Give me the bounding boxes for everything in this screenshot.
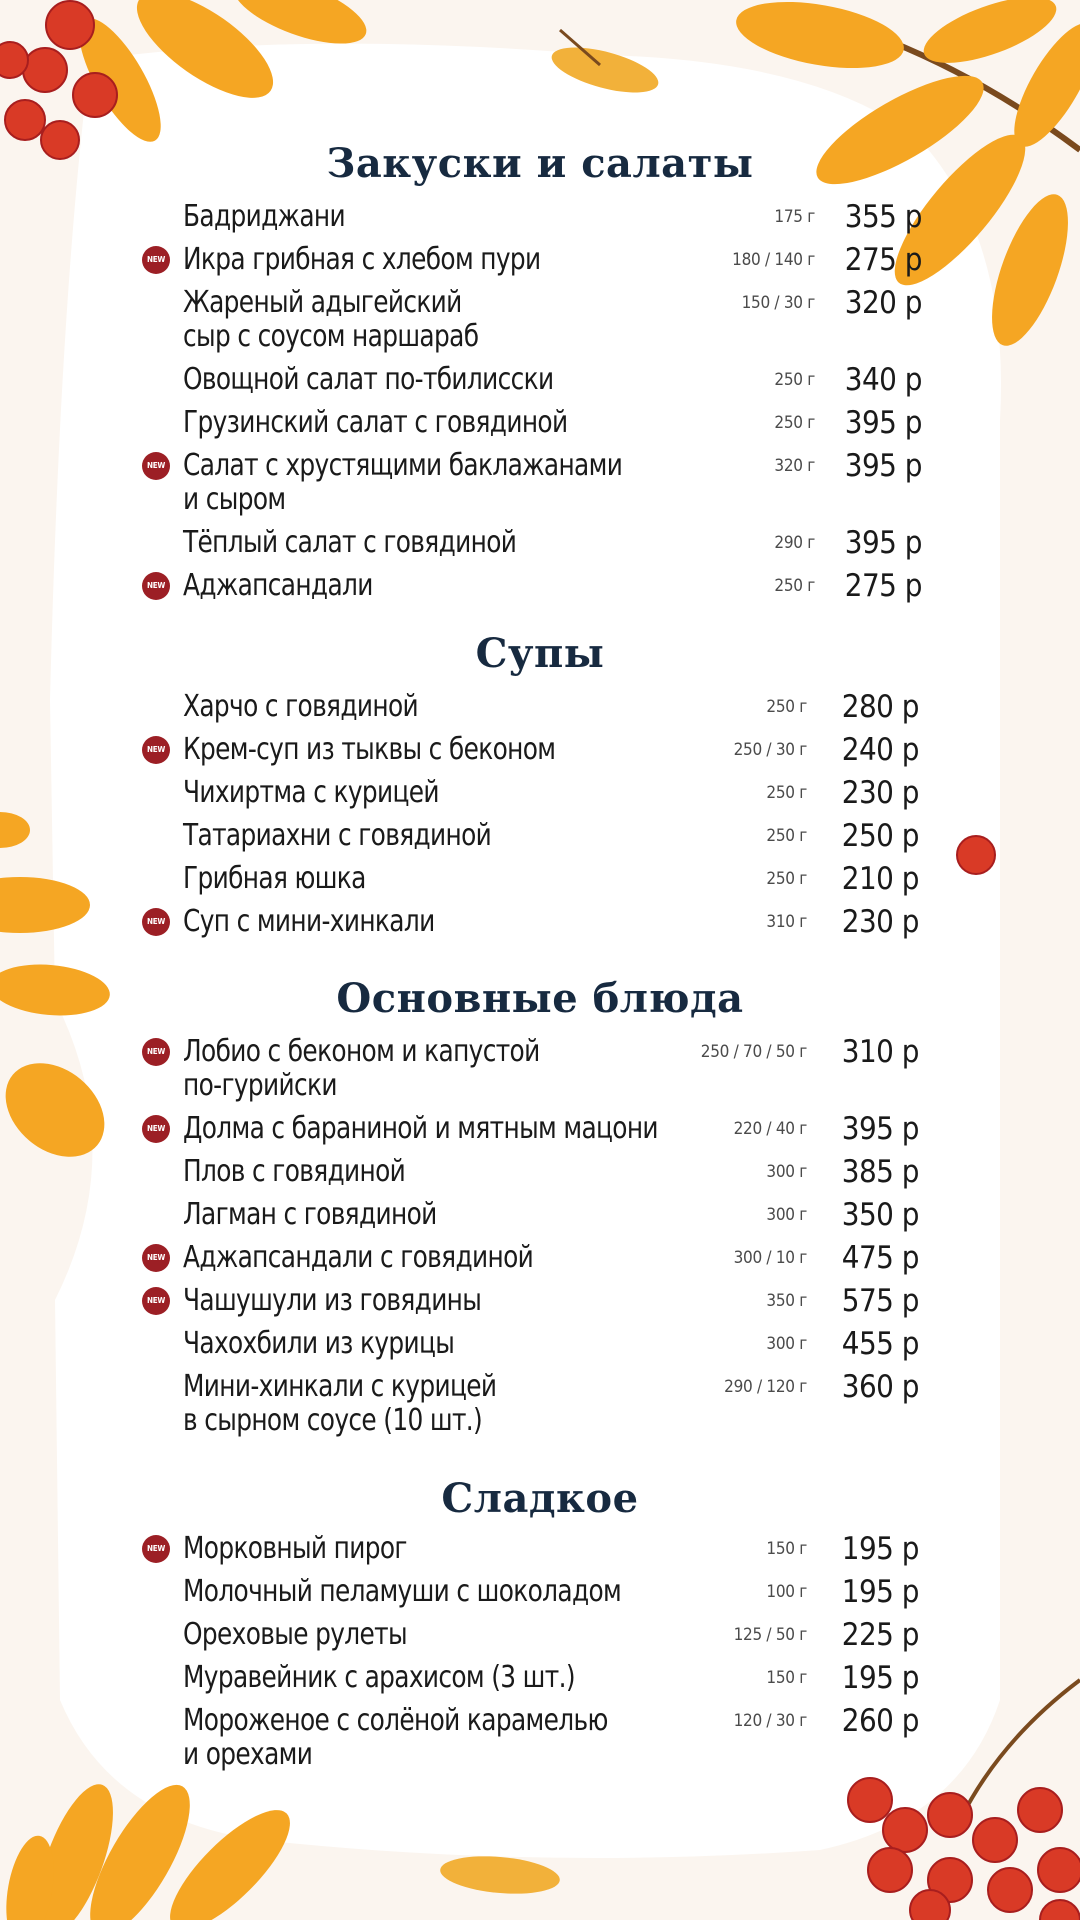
menu-item	[0, 1704, 1080, 1784]
item-weight: 250 / 70 / 50 г	[700, 1042, 807, 1062]
item-price: 355 р	[844, 199, 922, 235]
section-title: Основные блюда	[336, 975, 744, 1022]
item-price: 195 р	[841, 1660, 919, 1696]
item-price: 195 р	[841, 1574, 919, 1610]
item-name: Муравейник с арахисом (3 шт.)	[183, 1660, 575, 1695]
menu-item	[0, 1035, 1080, 1115]
item-price: 240 р	[841, 732, 919, 768]
item-name: Грузинский салат с говядиной	[183, 405, 568, 440]
item-name: Крем-суп из тыквы с беконом	[183, 732, 556, 767]
section-title: Сладкое	[441, 1475, 639, 1522]
item-price: 385 р	[841, 1154, 919, 1190]
item-price: 395 р	[844, 405, 922, 441]
item-weight: 125 / 50 г	[733, 1625, 807, 1645]
item-price: 395 р	[844, 525, 922, 561]
item-name: Чашушули из говядины	[183, 1283, 482, 1318]
section-title: Супы	[475, 630, 605, 677]
item-name: Харчо с говядиной	[183, 689, 418, 724]
item-weight: 175 г	[774, 207, 815, 227]
item-weight: 150 г	[766, 1668, 807, 1688]
item-price: 230 р	[841, 775, 919, 811]
item-price: 320 р	[844, 285, 922, 321]
item-weight: 290 г	[774, 533, 815, 553]
item-weight: 300 г	[766, 1162, 807, 1182]
new-badge: NEW	[142, 452, 170, 480]
new-badge: NEW	[142, 1244, 170, 1272]
item-name: Морковный пирог	[183, 1531, 407, 1566]
item-weight: 150 / 30 г	[741, 293, 815, 313]
item-weight: 220 / 40 г	[733, 1119, 807, 1139]
item-price: 395 р	[844, 448, 922, 484]
new-badge: NEW	[142, 1038, 170, 1066]
item-name: Молочный пеламуши с шоколадом	[183, 1574, 622, 1609]
item-price: 225 р	[841, 1617, 919, 1653]
item-name: Грибная юшка	[183, 861, 366, 896]
new-badge: NEW	[142, 736, 170, 764]
item-weight: 250 г	[774, 413, 815, 433]
item-weight: 250 г	[774, 370, 815, 390]
item-weight: 180 / 140 г	[732, 250, 815, 270]
item-weight: 320 г	[774, 456, 815, 476]
item-weight: 250 г	[766, 697, 807, 717]
item-weight: 290 / 120 г	[724, 1377, 807, 1397]
item-name: Мини-хинкали с курицей в сырном соусе (10 шт.)	[183, 1369, 497, 1438]
item-price: 310 р	[841, 1034, 919, 1070]
section-title: Закуски и салаты	[326, 140, 754, 187]
item-name: Лагман с говядиной	[183, 1197, 437, 1232]
item-price: 260 р	[841, 1703, 919, 1739]
item-name: Жареный адыгейский сыр с соусом наршараб	[183, 285, 479, 354]
item-price: 455 р	[841, 1326, 919, 1362]
item-weight: 120 / 30 г	[733, 1711, 807, 1731]
item-name: Чахохбили из курицы	[183, 1326, 455, 1361]
item-name: Долма с бараниной и мятным мацони	[183, 1111, 658, 1146]
item-price: 395 р	[841, 1111, 919, 1147]
item-weight: 300 г	[766, 1205, 807, 1225]
item-name: Мороженое с солёной карамелью и орехами	[183, 1703, 608, 1772]
item-weight: 300 / 10 г	[733, 1248, 807, 1268]
new-badge: NEW	[142, 246, 170, 274]
item-price: 250 р	[841, 818, 919, 854]
item-weight: 250 г	[774, 576, 815, 596]
item-name: Чихиртма с курицей	[183, 775, 439, 810]
menu-item	[0, 1370, 1080, 1450]
item-price: 475 р	[841, 1240, 919, 1276]
new-badge: NEW	[142, 572, 170, 600]
item-weight: 310 г	[766, 912, 807, 932]
item-weight: 250 г	[766, 869, 807, 889]
item-weight: 250 г	[766, 826, 807, 846]
item-name: Аджапсандали	[183, 568, 373, 603]
item-price: 575 р	[841, 1283, 919, 1319]
item-name: Лобио с беконом и капустой по-гурийски	[183, 1034, 540, 1103]
item-weight: 250 г	[766, 783, 807, 803]
item-weight: 350 г	[766, 1291, 807, 1311]
new-badge: NEW	[142, 1535, 170, 1563]
item-name: Аджапсандали с говядиной	[183, 1240, 534, 1275]
item-weight: 300 г	[766, 1334, 807, 1354]
item-price: 350 р	[841, 1197, 919, 1233]
item-name: Овощной салат по-тбилисски	[183, 362, 554, 397]
item-name: Тёплый салат с говядиной	[183, 525, 517, 560]
item-price: 275 р	[844, 568, 922, 604]
item-price: 195 р	[841, 1531, 919, 1567]
menu-item	[0, 286, 1080, 366]
new-badge: NEW	[142, 908, 170, 936]
item-weight: 250 / 30 г	[733, 740, 807, 760]
menu-item	[0, 449, 1080, 529]
item-weight: 100 г	[766, 1582, 807, 1602]
item-weight: 150 г	[766, 1539, 807, 1559]
item-name: Ореховые рулеты	[183, 1617, 407, 1652]
item-name: Бадриджани	[183, 199, 346, 234]
item-price: 280 р	[841, 689, 919, 725]
item-price: 230 р	[841, 904, 919, 940]
item-price: 210 р	[841, 861, 919, 897]
item-name: Татариахни с говядиной	[183, 818, 492, 853]
item-price: 275 р	[844, 242, 922, 278]
item-name: Плов с говядиной	[183, 1154, 406, 1189]
item-price: 340 р	[844, 362, 922, 398]
new-badge: NEW	[142, 1287, 170, 1315]
item-name: Суп с мини-хинкали	[183, 904, 435, 939]
item-price: 360 р	[841, 1369, 919, 1405]
item-name: Икра грибная с хлебом пури	[183, 242, 541, 277]
item-name: Салат с хрустящими баклажанами и сыром	[183, 448, 623, 517]
new-badge: NEW	[142, 1115, 170, 1143]
menu-item	[0, 905, 1080, 985]
